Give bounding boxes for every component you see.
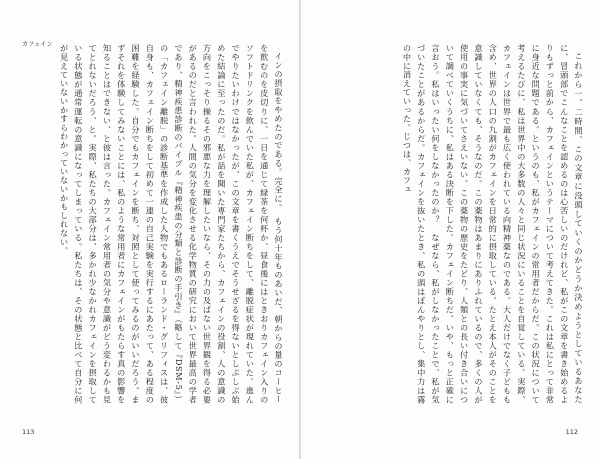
right-page-number: 112 [565,428,578,436]
right-page-body [321,44,586,404]
left-page-text: インの摂取をやめたのである。完全に。 もう何十年ものあいだ、朝からの量のコーヒーを飲むのを皮切りに、一日を通じて緑茶を何杯か、昼食後にはときおりカフェイン入りのソフトドリンクを飲んでいた私が、カフェイン断ちをして、離脱症状が現れていた。進んでやりたいわけではなかったが、この文章を書くうえでそうせざるを得ないとしぶしぶ始めた結論に至ったのだ。私が話を聞いた専門家たちから、カフェインの役割、人の意識の方向をこっそり操るその邪悪な力を理解したいなら、その力の及ばない世界観を得る必要があるのだと言われた。人間の気分を変化させる化学物質の研究において世界最高の学者であり、精神疾患診断のバイブル『精神疾患の分類と診断の手引き』（略して『DSM-5』）の「カフェイン離脱」の診断基準を作成した人物でもあるローランド・グリフィスは、彼自身も、カフェイン断ちをして初めて一連の自己実験を実行するにあたって、ある程度の困難を経験した。自分でもカフェインを断ち、対照として使ってみるのがいいだろう。まずそれを体験してみないことには、私のような常用者にカフェインがもたらす真の影響を知ることはできない、と彼は言った。カフェイン常用者の気分や意識がどう変わるかも見てとれないだろう、と。実際、私たちの大部分は、多かれ少なかれカフェインを摂取している状態が通常運転の意識になってしまっている。私たちは、その状態と比べて自分に何が見えていないかすらわかっていないかもしれない。 [59,44,284,404]
right-page [301,0,600,459]
left-page-body [26,44,286,404]
right-page-text: これから一、二時間、この文章に没頭していくのかどうか決めようとしているあなたに、冒頭部でこんなことを認めるのは心苦しいのだけれど、私がこの文章を書き始めるよりもずっと前から、カフェインというテーマについて考えてきた。これは私にとって非常に身近な問題である。というのも、私がカフェインの常用者だからだ。この状況について考えるたびに、私は世界中の大多数の人々と同じ状況にいることを自覚している。実際、カフェインは世界で最も広く使われている向精神薬なのである。大人だけでなく子どもも含め、世界の人口の九割がカフェインを日常的に摂取している。たとえ本人がそのことを意識していなくても、そうなのだ。この薬物はあまりにありふれているので、多くの人が使用の事実に気づいてさえいない。この薬物の歴史をたどり、人類との長い付き合いについて調べていくうちに、私はある決断を下した。カフェイン断ちだ。いや、もっと正確に言おう。私はいったい何をしなかったのか？ なぜなら、私がしなかったことで、私が気づいたことがあるからだ。カフェインを抜いたとき、私の頭はぼんやりとし、集中力は霧の中に消えていった。じつは、カフェ [402,44,584,404]
left-page [0,0,299,459]
running-head: カフェイン [22,41,53,48]
left-page-number: 113 [22,428,35,436]
